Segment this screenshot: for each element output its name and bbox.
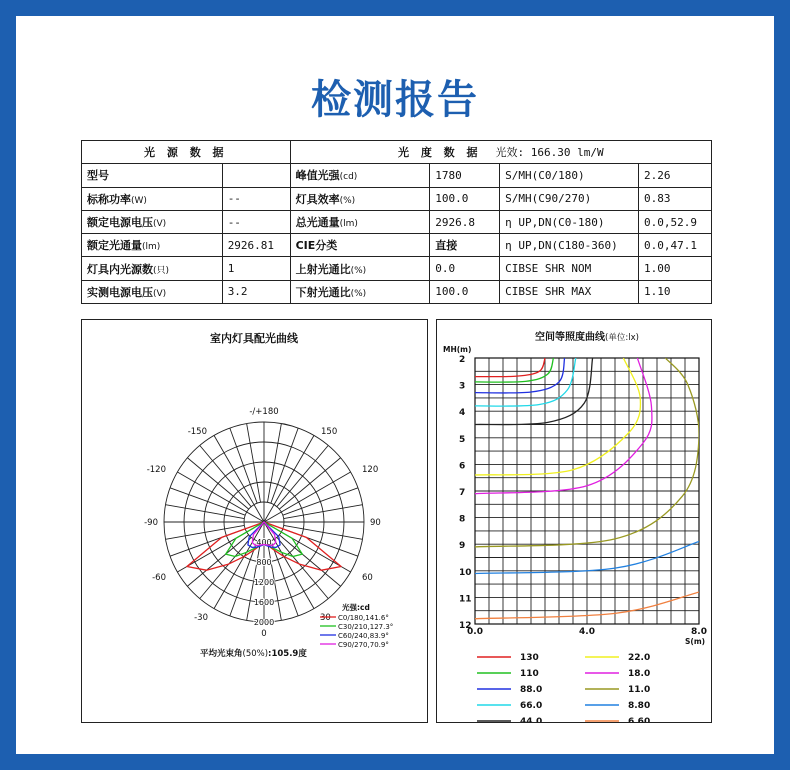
table-cell — [82, 210, 223, 233]
isolux-chart-panel — [436, 319, 712, 723]
table-cell — [639, 164, 712, 187]
photometric-header-label: 光 度 数 据 — [398, 146, 482, 160]
table-cell — [430, 187, 500, 210]
isolux-curve — [475, 358, 553, 382]
left-value: -- — [227, 215, 241, 229]
polar-radial-label: 400 — [256, 538, 272, 547]
isolux-title — [535, 330, 639, 343]
right-value: 2.26 — [644, 168, 671, 182]
right-value: 1.10 — [644, 285, 671, 299]
isolux-legend-label: 22.0 — [628, 653, 651, 663]
table-cell — [500, 164, 639, 187]
mid-label: 总光通量 — [295, 216, 340, 230]
polar-legend-title: 光强:cd — [342, 603, 370, 612]
table-row — [82, 164, 712, 187]
mid-unit: (%) — [350, 288, 367, 299]
mid-value: 0.0 — [435, 262, 456, 276]
table-cell — [222, 257, 290, 280]
table-cell — [222, 187, 290, 210]
polar-spoke — [230, 428, 257, 503]
page-title: 检测报告 — [311, 77, 479, 123]
mid-value: 直接 — [435, 239, 458, 253]
mid-value: 1780 — [435, 168, 462, 182]
table-cell — [430, 164, 500, 187]
polar-radial-label: 800 — [256, 558, 272, 567]
isolux-x-tick: 4.0 — [579, 627, 595, 637]
left-value: 2926.81 — [227, 238, 275, 252]
left-label: 型号 — [87, 169, 109, 183]
isolux-legend-label: 18.0 — [628, 669, 651, 679]
isolux-x-tick: 8.0 — [691, 627, 707, 637]
right-label: η UP,DN(C180-360) — [505, 238, 618, 252]
table-cell — [430, 234, 500, 257]
isolux-legend-label: 11.0 — [628, 685, 651, 695]
left-label: 标称功率 — [87, 192, 131, 206]
isolux-y-tick: 10 — [459, 567, 472, 578]
mid-unit: (%) — [339, 195, 356, 206]
isolux-curve — [475, 358, 545, 377]
polar-radial-label: 1200 — [253, 578, 275, 587]
polar-chart — [82, 320, 427, 722]
isolux-x-label: S(m) — [685, 637, 706, 646]
polar-radial-label: 1600 — [253, 598, 275, 607]
mid-unit: (%) — [350, 265, 367, 276]
isolux-legend-label: 8.80 — [628, 701, 651, 711]
polar-spoke — [166, 505, 245, 519]
polar-spoke — [267, 424, 281, 503]
table-cell — [290, 257, 430, 280]
polar-spoke — [271, 428, 298, 503]
left-unit: (V) — [153, 288, 167, 299]
table-cell — [82, 257, 223, 280]
isolux-legend-label: 110 — [520, 669, 539, 679]
beam-angle-unit: (50%) — [242, 649, 269, 659]
right-value: 1.00 — [644, 262, 671, 276]
polar-legend-label: C60/240,83.9° — [338, 632, 389, 640]
polar-angle-label: -30 — [194, 613, 208, 623]
right-value: 0.83 — [644, 192, 671, 206]
table-cell — [290, 280, 430, 303]
left-label: 额定光通量 — [87, 239, 142, 253]
isolux-legend-label: 44.0 — [520, 717, 543, 722]
polar-spoke — [170, 488, 245, 515]
table-cell — [290, 164, 430, 187]
isolux-curve — [475, 358, 652, 494]
table-cell — [500, 210, 639, 233]
isolux-x-tick: 0.0 — [467, 627, 483, 637]
efficacy-value: 166.30 lm/W — [530, 146, 604, 160]
isolux-y-tick: 9 — [459, 541, 466, 552]
polar-title: 室内灯具配光曲线 — [210, 332, 298, 345]
mid-label: 灯具效率 — [295, 192, 340, 206]
left-label: 额定电源电压 — [87, 216, 153, 230]
mid-label: CIE分类 — [295, 239, 338, 253]
table-cell — [82, 187, 223, 210]
isolux-y-tick: 8 — [459, 514, 466, 525]
isolux-title-unit: (单位:lx) — [605, 333, 639, 343]
table-cell — [639, 210, 712, 233]
beam-angle-label: 平均光束角 — [200, 649, 243, 659]
isolux-y-tick: 11 — [459, 594, 472, 605]
table-cell — [290, 234, 430, 257]
polar-spoke — [166, 525, 245, 539]
mid-unit: (cd) — [339, 172, 358, 183]
isolux-y-tick: 3 — [459, 381, 466, 392]
table-cell — [500, 187, 639, 210]
left-label: 实测电源电压 — [87, 285, 153, 299]
isolux-y-tick: 7 — [459, 488, 466, 498]
isolux-y-tick: 5 — [459, 434, 466, 445]
table-cell — [222, 164, 290, 187]
polar-angle-label: -60 — [152, 573, 166, 583]
polar-angle-label: 0 — [261, 629, 267, 639]
left-unit: (lm) — [142, 242, 161, 253]
table-cell — [430, 280, 500, 303]
polar-spoke — [247, 424, 261, 503]
isolux-legend-label: 130 — [520, 653, 539, 663]
mid-label: 峰值光强 — [295, 169, 340, 183]
table-cell — [222, 210, 290, 233]
isolux-chart — [437, 320, 711, 722]
polar-angle-label: 30 — [320, 613, 331, 623]
left-value: 1 — [227, 262, 235, 276]
beam-angle-text — [200, 648, 307, 659]
table-cell — [500, 257, 639, 280]
table-cell — [290, 210, 430, 233]
isolux-y-tick: 6 — [459, 461, 466, 472]
isolux-curve — [475, 358, 640, 475]
polar-angle-label: -150 — [187, 427, 207, 437]
left-unit: (W) — [131, 195, 147, 206]
right-label: η UP,DN(C0-180) — [505, 215, 605, 229]
table-cell — [290, 187, 430, 210]
isolux-y-tick: 4 — [459, 408, 466, 419]
right-value: 0.0,52.9 — [644, 215, 697, 229]
isolux-legend-label: 6.60 — [628, 717, 651, 722]
polar-spoke — [284, 525, 363, 539]
left-value: 3.2 — [227, 285, 248, 299]
table-cell — [82, 280, 223, 303]
polar-legend-label: C90/270,70.9° — [338, 641, 389, 649]
right-label: S/MH(C90/270) — [505, 192, 592, 206]
photometric-header — [290, 141, 711, 164]
isolux-y-tick: 2 — [459, 355, 466, 365]
isolux-y-tick: 12 — [459, 621, 472, 631]
polar-spoke — [284, 505, 363, 519]
mid-label: 上射光通比 — [295, 262, 351, 276]
left-unit: (V) — [153, 219, 167, 230]
left-label: 灯具内光源数 — [87, 262, 153, 276]
polar-angle-label: 150 — [321, 427, 338, 437]
table-cell — [222, 234, 290, 257]
table-cell — [430, 257, 500, 280]
polar-legend-label: C30/210,127.3° — [338, 623, 394, 631]
table-row — [82, 210, 712, 233]
isolux-legend-label: 88.0 — [520, 685, 543, 695]
polar-spoke — [283, 488, 358, 515]
table-cell — [639, 257, 712, 280]
efficacy-label: 光效: — [495, 146, 525, 160]
right-label: CIBSE SHR MAX — [505, 285, 592, 299]
table-cell — [500, 280, 639, 303]
mid-value: 100.0 — [435, 285, 469, 299]
beam-angle-value: :105.9度 — [268, 649, 307, 659]
table-cell — [82, 234, 223, 257]
polar-angle-label: -90 — [144, 518, 158, 528]
polar-spoke — [271, 541, 298, 616]
table-cell — [430, 210, 500, 233]
data-table — [81, 140, 712, 304]
polar-legend-label: C0/180,141.6° — [338, 614, 389, 622]
polar-angle-label: 60 — [362, 573, 373, 583]
table-cell — [222, 280, 290, 303]
table-row — [82, 257, 712, 280]
isolux-y-label: MH(m) — [443, 345, 472, 354]
polar-angle-label: 120 — [362, 465, 379, 475]
table-cell — [82, 164, 223, 187]
polar-radial-label: 2000 — [253, 618, 275, 627]
polar-angle-label: -120 — [146, 465, 166, 475]
isolux-title-main: 空间等照度曲线 — [535, 332, 606, 343]
left-value: -- — [227, 192, 241, 206]
table-cell — [500, 234, 639, 257]
mid-value: 2926.8 — [435, 215, 475, 229]
mid-unit: (lm) — [339, 219, 358, 230]
table-header-row — [82, 141, 712, 164]
report-page — [16, 16, 774, 754]
right-label: CIBSE SHR NOM — [505, 262, 592, 276]
table-row — [82, 187, 712, 210]
light-source-header: 光 源 数 据 — [82, 141, 291, 164]
right-label: S/MH(C0/180) — [505, 168, 585, 182]
isolux-legend-label: 66.0 — [520, 701, 543, 711]
table-cell — [639, 280, 712, 303]
mid-value: 100.0 — [435, 192, 469, 206]
polar-chart-panel — [81, 319, 428, 723]
table-row — [82, 280, 712, 303]
left-unit: (只) — [153, 265, 170, 276]
mid-label: 下射光通比 — [295, 285, 351, 299]
right-value: 0.0,47.1 — [644, 238, 697, 252]
table-cell — [639, 187, 712, 210]
table-cell — [639, 234, 712, 257]
table-row — [82, 234, 712, 257]
polar-angle-label: -/+180 — [249, 407, 279, 417]
polar-angle-label: 90 — [370, 518, 381, 528]
